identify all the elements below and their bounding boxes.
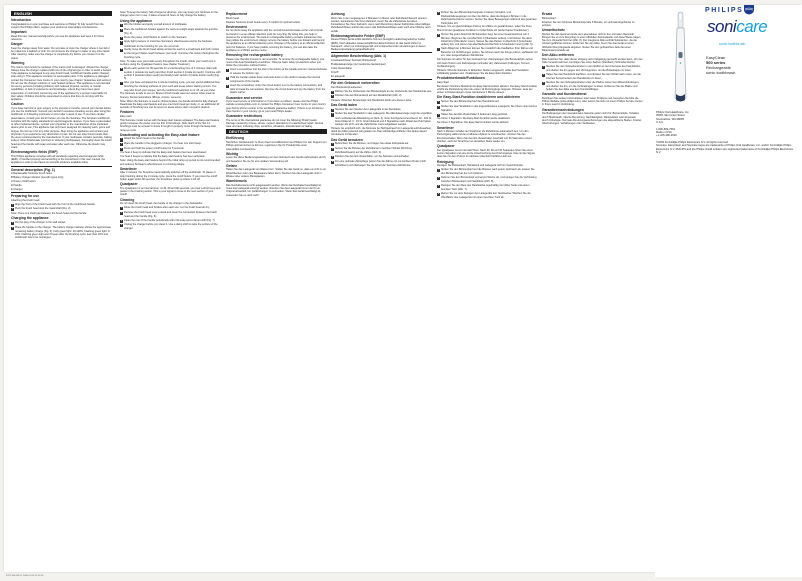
note: Hinweis: Zwischen Bürstenkopf und Handstück bleibt eine kleine Lücke. (331, 98, 412, 102)
step: 3 Halten Sie den Ein-/Ausschalter 5 Sekunden lang gedrückt. (438, 112, 508, 116)
paragraph: Halten Sie das Ladegerät von Wasser fern. Stellen Sie das Gerät so, dass es nicht in ein Waschbecken oder eine Badewanne fallen kann. Tauchen Sie das Ladegerät nicht in Wasser oder andere Flüssigkeiten. (226, 168, 326, 178)
step: 4 Apply light pressure to maximise Sonicare's effectiveness and let the Sonicare toothbrush do the brushing for you. Do not scrub. (121, 40, 213, 48)
step: 2 Push the brush head onto the metal shaft (Fig. 2). (12, 207, 72, 211)
address-line: U.S.A. (656, 121, 664, 125)
section-heading: Das Gerät laden (331, 103, 357, 108)
subheading: Attaching the brush head (11, 198, 40, 202)
section-heading: Das Gerät benutzen (331, 137, 363, 142)
subheading: Easy-start (120, 114, 132, 118)
subheading: Easy-Start (437, 80, 449, 84)
column-2 (120, 11, 221, 231)
step: 2 Setzen Sie die Borsten der Zahnbürste in leichtem Winkel (Richtung Zahnfleischsaum) auf die Zähne (Abb. 4). (332, 146, 412, 155)
address-line: Philips Oral Healthcare, Inc. (656, 111, 690, 114)
step: 7 After you have completed the 2-minute brushing cycle, you can spend additional time brushing the chewing surfaces of your teeth and areas where staining occurs. You may also brush your tongue, with the toothbrush switched on or off, as you prefer. (121, 81, 220, 92)
philips-sonicare-logo (705, 7, 800, 75)
section-heading: Important (11, 30, 27, 35)
step: 3 Drücken Sie den Ein-/Ausschalter, um die Sonicare einzuschalten. (332, 154, 410, 158)
paragraph: Do not clean the brush head, the handle or the charger in the dishwasher. (120, 202, 203, 206)
paragraph: Dieses Philips Gerät erfüllt sämtliche Normen bezüglich elektromagnetischer Felder (EMF). Nach aktuellen wissenschaftlichen Erkenntnissen ist das Gerät sicher im Gebrauch, sofern es ordnungsgemäß und entsprechend den Anweisungen in dieser Bedienungsanleitung gehandhabt wird. (331, 38, 426, 52)
paragraph: The Quadpacer is an interval timer. At 30, 60 and 90 seconds, you hear a short beep and pause in the brushing action. This is your signal to move to the next section of your mouth. (120, 186, 221, 197)
step: 3 Press and hold the power on/off button for 5 seconds. (121, 146, 185, 150)
step: 5 Führen Sie den Bürstenkopf langsam in kleinen Vorwärts- und Rückwärtsbewegungen so über die Zähne, dass die längeren Borsten in die Zahnzwischenräume reichen. Setzen Sie diese Bewegungen während des gesamten Putzzyklus fort. (438, 11, 537, 25)
note: Note: To make sure you brush evenly throughout the mouth, divide your mouth into 4 sections using the Quadpacer feature (see chapter 'Features'). (120, 59, 216, 66)
section-heading: Einführung (226, 136, 245, 141)
paragraph: The mains cord cannot be replaced. If the mains cord is damaged, discard the charger. Always have the charger replaced with one of the original type in order to avoid a hazard. If the appliance is damaged in any way (brush head, toothbrush handle and/or charger), stop using it. This appliance contains no serviceable parts. If the appliance is damaged, contact the Consumer Care Centre in your country (see chapter 'Guarantee and service'). Do not use the charger outdoors or near heated surfaces. This appliance is not intended for use by persons (including children) with reduced physical, sensory or mental capabilities, or lack of experience and knowledge, unless they have been given supervision or instruction concerning use of the appliance by a person responsible for their safety. Children should be supervised to ensure that they do not play with the appliance. (11, 65, 112, 102)
step: 2 Place the toothbrush bristles against the teeth at a slight angle towards the gumline (Fig. 4). (121, 27, 218, 35)
paragraph: Keep the charger away from water. Do not place or store the charger where it can fall or be pulled into a bathtub or sink. Do not immerse the charger in water or any other liquid. After cleaning, make sure the charger is completely dry before you connect it to the mains. (11, 46, 110, 60)
list-item: E Charger (11, 187, 23, 191)
address-line: Snoqualmie, WA 98065 (656, 117, 684, 121)
list-item: D Handle (11, 183, 22, 187)
section-heading: Elektromagnetische Felder (EMF) (331, 33, 385, 38)
note: Note: Using the Easy-start feature beyond the initial ramp-up period is not recommended and reduces Sonicare's effectiveness in removing plaque. (120, 159, 220, 166)
section-heading: Allgemeine Beschreibung (Abb. 1) (331, 54, 387, 59)
step: 4 Für eine optimale Zahnpflege putzen Sie die Zähne mit nur leichtem Druck (nicht schrubben) und überlassen Sie die Arbeit der Sonicare Zahnbürste. (332, 159, 426, 167)
column-3 (226, 11, 327, 198)
section-heading: Using the appliance (120, 18, 153, 23)
brand-main: soni (707, 17, 737, 36)
section-heading: Quadpacer (437, 144, 455, 149)
list-item: B Akkuladeanzeige (nur bestimmte Gerätetypen) (331, 62, 386, 66)
section-heading: Wichtig (226, 151, 239, 156)
section-heading: Warnhinweis (226, 179, 247, 184)
copyright: ©2009 Koninklijke Philips Electronics N.V. All rights reserved. (656, 140, 729, 144)
step: 1 Stecken Sie den Schraubendreher in den Schlitz an der Unterseite des Handstücks, und drehen Sie ihn gegen den Uhrzeigersinn, um die Bodenkappe zu lösen. (543, 64, 641, 72)
section-heading: Caution (11, 102, 24, 107)
step: 1 Stecken Sie den Stecker des Ladegeräts in die Steckdose. (332, 107, 402, 111)
manual-sheet (4, 5, 800, 572)
paragraph: The Sonicare is safe to use on: Braces (brush heads wear out sooner when used on braces). Dental restorations (fillings, crowns, veneers). (120, 92, 215, 99)
paragraph: Bitte beachten Sie, dass dieser Vorgang nicht rückgängig gemacht werden kann. Um den Akku herauszunehmen, benötigen Sie einen flachen (Standard-) Schraubendreher. (542, 57, 643, 64)
section-heading: Ersatz (542, 12, 553, 16)
phone-secondary: +1-425-396-2000 (656, 134, 677, 138)
step: 1 Spülen Sie den Bürstenkopf und die Borsten nach jedem Gebrauch ab. Lassen Sie den Bürstenkopf an der Luft trocknen. (438, 168, 535, 176)
step: 1 Richten Sie die Vorderseite des Bürstenkopfs an der Vorderseite des Handstücks aus. (332, 89, 432, 93)
step: 4 Unplug the charger before you clean it. Use a damp cloth to wipe the surface of the charger. (121, 223, 218, 231)
step: 2 Drücken Sie den Bürstenkopf auf den Metallschaft (Abb. 2). (332, 94, 403, 98)
step: 2 Place the handle in the plugged-in charger. You hear one short beep. (121, 142, 202, 146)
made-in: Made in USA (656, 131, 672, 135)
step: 1 Insert a screwdriver into the slot in the bottom of the handle and turn counterclockwise to release the bottom cap. (227, 68, 327, 76)
section-heading: Reinigung (437, 159, 454, 164)
paragraph: Die Sonicare ist sicher für den Gebrauch bei: Zahnspangen (die Bürstenköpfe nutzen sich beim Putzen von Zahnspangen schneller ab). Zahnersatz (Füllungen, Kronen, Verblendungen). (437, 58, 533, 68)
step: 3 Clean the rest of the handle periodically with mild soap and a damp cloth (Fig. 7). (121, 218, 216, 222)
list-item: A Austauschbarer Sonicare Bürstenkopf (331, 59, 377, 63)
step: 1 Befeuchten Sie die Borsten, und tragen Sie etwas Zahnpasta auf. (332, 142, 409, 146)
section-heading: Charging the appliance (11, 216, 49, 221)
paragraph: Lesen Sie diese Bedienungsanleitung vor dem Gebrauch des Geräts aufmerksam durch, und bewahren Sie sie für eine spätere Verwendung auf. (226, 156, 327, 163)
language-header-en: ENGLISH (11, 11, 112, 16)
column-1 (11, 11, 112, 240)
section-heading: Features (120, 110, 135, 115)
step: 1 Attach the brush head to the handle. (121, 137, 166, 141)
step: 3 Insert the screwdriver under the circuit board, next to the battery connections, and twist to break the connections. Remove the circuit board and pry the battery from the plastic carrier. (227, 84, 326, 95)
section-heading: Cleaning (120, 197, 135, 202)
list-item: C Ein-/Ausschalter (331, 66, 353, 70)
paragraph: Congratulations on your purchase and welcome to Philips! To fully benefit from the support that Philips offers, register your product at www.philips.com/welcome. (11, 22, 104, 30)
step: 2 Hold the handle upside down and push down on the shaft to release the internal components of the handle. (227, 76, 321, 84)
paragraph: Replace Sonicare brush heads every 3 months for optimal results. (226, 20, 301, 24)
step: 4 Ziehen Sie vor dem Reinigen des Ladegeräts den Netzstecker. Wischen Sie die Oberfläche des Ladegeräts mit einem feuchten Tuch ab. (438, 191, 531, 199)
step: 1 Rinse the brush head and bristles after each use. Let the brush head air dry. (121, 206, 210, 210)
step: 1 Put the plug of the charger in the wall socket. (12, 220, 66, 224)
step: 2 Stellen Sie das Handstück in das Ladegerät. Die Akkuladeanzeige zeigt die ungefähre noch verbleibende Akkuladung an (Abb. 3). Grün durchgehend leuchtend: 20 - 100 %. Grün blinkend: 0 - 19 %. Grün blinkend und 3 Signaltöne nach Ablauf des Putzzyklus: weniger als 10 % und die Zahnbürste muss aufgeladen werden. (332, 112, 432, 127)
list-item: E Ladegerät (331, 74, 345, 78)
step: 2 Halten Sie das Handstück kopfüber, und drücken Sie den Schaft nach unten, um die internen Komponenten des Handstücks zu lösen. (543, 72, 641, 80)
address-line: 35301 SE Center Street (656, 114, 685, 118)
section-heading: Quadpacer (120, 182, 138, 187)
paragraph: You hear 1 beep to indicate that the Easy-start feature has been deactivated. (120, 151, 207, 155)
paragraph: Read this user manual carefully before you use the appliance and save it for future reference. (11, 34, 105, 42)
section-heading: Gefahr (226, 163, 237, 168)
section-heading: Umweltschutz (542, 28, 565, 33)
trademark-notice: Sonicare, EasyClean and Sonicare logos are trademarks of Philips Oral Healthcare, Inc. and/or Koninklijke Philips Electronics N.V. PHILIPS and the Philips shield emblem are registered trademarks of Koninklijke Philips Electronics N.V. (656, 144, 794, 155)
paragraph: If you have had oral or gum surgery in the previous 2 months, consult your dentist before you use the toothbrush. Consult your dentist if excessive bleeding occurs after using this toothbrush or if bleeding continues to occur after 1 week of use. If you have cardiac pacemakers, consult your doctor before you use the Sonicare. The Sonicare toothbrush complies with the safety standards for electromagnetic devices. If you have a pacemaker or other implanted device, contact your physician or the manufacturer of the implanted device prior to use. This appliance has only been designed for cleaning teeth, gums and tongue. Do not use it for any other purpose. Stop using the appliance and contact your physician if you experience any discomfort or pain. Do not use other brush heads than the ones recommended by the manufacturer. If your toothpaste contains peroxide, baking soda or other bicarbonate (common in whitening toothpastes), thoroughly clean the brush head and the handle with soap and water after each use. Otherwise the plastic may crack. (11, 106, 112, 149)
philips-wordmark: PHILIPS (705, 7, 744, 14)
note: Hinweis: Um ein gleichmäßiges Putzen der Zähne zu gewährleisten, teilen Sie Ihren Mund mit der Quadpacer-Funktion in 4 Abschnitte ein (siehe Kapitel 'Funktionen'). (437, 25, 532, 32)
step: 1 Wet the bristles and apply a small amount of toothpaste. (121, 23, 188, 27)
paragraph: Ersetzen Sie den Sonicare Bürstenkopf alle 3 Monate, um optimale Ergebnisse zu erzielen. (542, 20, 635, 27)
product-line: Rechargeable (706, 65, 731, 70)
section-heading: Deactivating and activating the Easy-start feature (120, 132, 200, 137)
section-heading: Environment (226, 24, 247, 29)
step: 2 Place the handle on the charger. The battery charge indicator shows the approximate remaining battery charge (Fig. 3). Fully green light: 20-100%. Flashing green light: 0-19%. Flashing green light and 3 beeps after the brushing cycle: less than 10% and toothbrush has to be recharged. (12, 225, 111, 240)
paragraph: Benötigen Sie weitere Informationen oder treten Probleme auf, besuchen Sie bitte die Philips Website (www.philips.com), oder setzen Sie sich mit einem Philips Service-Center in Ihrem Land in Verbindung. (542, 96, 643, 107)
tagline: sonic toothbrush (719, 42, 746, 46)
contact-block (656, 111, 796, 154)
section-heading: Für den Gebrauch vorbereiten (331, 81, 380, 86)
product-block (706, 55, 735, 75)
product-name: EasyClean (706, 55, 726, 60)
paragraph: Die Bedingungen der internationalen Garantie gelten nicht für: Bürstenköpfe. Schäden durch Missbrauch, falsche Benutzung, Nachlässigkeit, Manipulation oder Reparatur durch Unbefugte. Normale Abnutzungserscheinungen wie abgesplitterte Stellen, Kratzer, Abschürfungen, Verfärbungen oder Verblassen. (542, 112, 642, 126)
note: Note: There is a small gap between the brush head and the handle. (11, 212, 87, 216)
section-heading: Preparing for use (11, 194, 40, 199)
step: 3 Reinigen Sie den Rest des Handstücks regelmäßig mit milder Seife und einem feuchten Tuch (Abb. 7). (438, 183, 530, 191)
paragraph: This Philips appliance complies with all standards regarding electromagnetic fields (EMF). If handled properly and according to the instructions in this user manual, the appliance is safe to use based on scientific evidence available today. (11, 154, 105, 165)
paragraph: Do not throw away the appliance with the normal household waste at the end of its life, but hand it in at an official collection point for recycling. By doing this, you help to preserve the environment. The built-in rechargeable battery contains substances that may pollute the environment. Always remove the battery before you discard and hand in the appliance at an official collection point. Dispose of the battery at an official collection point for batteries. If you have trouble removing the battery, you can also take the appliance to a Philips service centre. (226, 29, 325, 52)
section-heading: Garantieeinschränkungen (542, 107, 584, 112)
subheading: Brush head (226, 16, 240, 20)
note: Note: To keep the battery fully charged at all times, you may keep your Sonicare on the charger when not in use. It takes at least 24 hours to fully charge the battery. (120, 11, 218, 18)
section-heading: Smartimer (120, 166, 137, 171)
paragraph: Das Netzkabel kann nicht ausgetauscht werden. Wenn das Netzkabel beschädigt ist, muss das Ladegerät entsorgt werden. Ersetzen Sie das Ladegerät immer durch ein Original-Ersatzteil, um Gefährdungen zu vermeiden. Wenn das Gerät beschädigt ist, verwenden Sie es nicht mehr. (226, 183, 322, 197)
paragraph: Werfen Sie das Gerät am Ende der Lebensdauer nicht in den normalen Hausmüll. Bringen Sie es zum Recycling zu einer offiziellen Sammelstelle. Auf diese Weise tragen Sie zum Umweltschutz bei (Abb. 8). Der integrierte Akku enthält Substanzen, die die Umwelt gefährden können. Entfernen Sie den Akku, bevor Sie das Gerät an einer offiziellen Recyclingstelle abgeben. Geben Sie den gebrauchten Akku bei einer Batteriesammelstelle ab. (542, 32, 641, 52)
section-heading: General description (Fig. 1) (11, 167, 55, 172)
step: 7 Nach Ablauf der 2-Minuten können Sie zusätzlich die Kauflächen Ihrer Zähne und Bereiche mit Verfärbungen putzen. Sie können auch die Zunge putzen, wahlweise mit ein- oder ausgeschalteter Zahnbürste. (438, 47, 538, 58)
print-footer: 4222.100.0510.1 2006-07-05 12:21:03 (6, 575, 44, 577)
subheading: Den Bürstenkopf aufsetzen (331, 85, 362, 89)
paragraph: This Sonicare model comes with the Easy-start feature activated. The Easy-start feature gently increases the power over the first 14 brushings. Note: Each of the first 14 brushings must be at least 1 minute in length to properly move through the Easy-start ramp-up cycle. (120, 118, 220, 132)
divider (331, 52, 432, 53)
step: 5 Gently move the brush head slowly across the teeth in a small back and forth motion so the longer bristles reach between your teeth. Continue this motion throughout the brushing cycle. (121, 48, 220, 59)
list-item: C Power on/off button (11, 179, 36, 183)
paragraph: Sie hören 2 Signaltöne: Die Easy-Start-Funktion wurde aktiviert. (437, 121, 510, 125)
paragraph: Der Quadpacer ist ein Intervall-Timer. Nach 30, 60 und 90 Sekunden hören Sie einen kurzen Signalton und eine kurze Unterbrechung des Putzvorgangs. Dies ist das Signal, dass Sie mit dem Putzen im nächsten Abschnitt fortfahren können. (437, 148, 536, 159)
column-5 (437, 11, 538, 200)
paragraph: After 2 minutes, the Smartimer automatically switches off the toothbrush. To pause or stop brushing during the 2-minute cycle, press the on/off button. If you press the on/off button again within 30 seconds, the Smartimer picks up where it left off. (120, 171, 218, 181)
section-heading: Smartimer (437, 125, 454, 130)
section-heading: Die Easy-Start-Funktion deaktivieren und aktivieren (437, 95, 521, 100)
section-heading: Den Akku entfernen (542, 53, 574, 58)
section-heading: Produktmerkmale/Funktionen (437, 76, 485, 81)
section-heading: Removing the rechargeable battery (226, 53, 283, 58)
section-heading: Achtung (331, 12, 345, 16)
list-item: A Replaceable Sonicare brush head (11, 172, 52, 176)
column-4 (331, 11, 432, 168)
step: 2 Stellen Sie das Handstück in das angeschlossene Ladegerät. Sie hören einen kurzen Signalton. (438, 104, 538, 112)
step: 3 Press the power on/off button to switch on the Sonicare. (121, 35, 188, 39)
paragraph: Sie hören 1 Signalton: Die Easy-Start-Funktion wurde deaktiviert. (437, 117, 511, 121)
brand-panel (655, 5, 802, 577)
step: 3 Stecken Sie den Schraubendreher unter die Platine neben den Akkuverbindungen, und drehen Sie ihn, um die Verbindungen zu lösen. Entfernen Sie die Platine und hebeln Sie den Akku aus dem Kunststoffträger. (543, 80, 640, 92)
column-6 (542, 11, 643, 126)
section-heading: Replacement (226, 12, 248, 16)
step: 2 Nehmen Sie den Bürstenkopf einmal pro Woche ab, und reinigen Sie die Verbindung zwischen Bürstenkopf und Handstück (Abb. 6). (438, 175, 537, 184)
paragraph: Nach 2 Minuten schaltet der Smartimer die Zahnbürste automatisch aus. Um den Putzvorgang während des 2-Minuten-Zyklus zu unterbrechen, drücken Sie den Ein-/Ausschalter. Wenn Sie den Ein-/Ausschalter innerhalb von 30 Sekunden erneut drücken, setzt der Smartimer an derselben Stelle wieder ein. (437, 130, 532, 143)
paragraph: The terms of the international guarantee do not cover the following: Brush heads. Damage caused by misuse, abuse, neglect, alterations or unauthorised repair. Normal wear and tear, including chips, scratches, abrasions, discolouration or fading. (226, 118, 323, 129)
paragraph: You hear 2 beeps to indicate that the Easy-start feature has been activated. (120, 155, 205, 159)
section-heading: Danger (11, 42, 23, 47)
subheading: Bürstenkopf (542, 16, 556, 20)
paragraph: Please note that this process is not reversible. To remove the rechargeable battery, you need a flat-head (standard) screwdriver. Observe basic safety precautions when you follow the procedure outlined below. (226, 57, 325, 68)
step: 2 Remove the brush head once a week and clean the connection between the brush head and the handle (Fig. 6). (121, 210, 217, 218)
product-series: 500 series (706, 60, 726, 65)
step: 1 Setzen Sie den Bürstenkopf auf das Handstück auf. (438, 100, 500, 104)
paragraph: Reinigen Sie Bürstenkopf, Handstück und Ladegerät nicht im Geschirrspüler. (437, 164, 524, 168)
language-header-de: DEUTSCH (226, 129, 327, 134)
divider (11, 166, 112, 167)
philips-shield-icon (743, 4, 755, 15)
paragraph: If you need service or information or if you have a problem, please visit the Philips website at www.philips.com or contact the Philips Consumer Care Centre in your country (you find its phone number in the worldwide guarantee leaflet). If there is no Consumer Care Centre in your country, go to your local Philips dealer. (226, 100, 326, 113)
toothbrush-image (663, 10, 701, 105)
section-heading: Introduction (11, 18, 31, 23)
list-item: B Battery charge indicator (specific types only) (11, 176, 64, 180)
section-heading: Guarantee restrictions (226, 114, 263, 119)
divider (11, 192, 112, 193)
step: 6 Putzen Sie jeden Abschnitt 30 Sekunden lang; bei einer Gesamtputzzeit von 2 Minuten. Beginnen Sie mit Abschnitt 1 (Oberkiefer außen), und bürsten Sie dann Abschnitt 2 (Oberkiefer innen). Setzen Sie das Putzen in Abschnitt 3 (Unterkiefer außen) fort, und putzen Sie abschließend Abschnitt 4 (Unterkiefer innen) (Abb. 5). (438, 32, 534, 47)
section-heading: Electromagnetic fields (EMF) (11, 150, 58, 155)
paragraph: Herzlichen Glückwunsch zu Ihrem Kauf und willkommen bei Philips! Um den Support von Philips optimal nutzen zu können, registrieren Sie Ihr Produkt bitte unter www.philips.com/welcome. (226, 141, 327, 151)
paragraph: Bei diesem Sonicare Modell ist die Easy-Start-Funktion aktiviert. Die Easy-Start-Funktion erhöht die Putzleistung über die ersten 14 Putzvorgänge langsam. Hinweis: Jede der ersten 14 Anwendungen muss mindestens 1 Minute dauern. (437, 84, 538, 95)
brand-accent: care (736, 17, 768, 36)
product-line: sonic toothbrush (706, 70, 736, 75)
section-heading: Guarantee and service (226, 95, 263, 100)
note: Note: When the Sonicare is used in clinical studies, the handle should be fully charged. Deactivate the Easy-start feature and use one brush head per study, or, an additional 10 seconds of brushing time can be spent on areas where stain removal is desired. (120, 99, 220, 110)
step: 6 Brush each section for 30 seconds for a total brushing time of 2 minutes. Start with section 1 (outside top teeth) and then brush section 2 (inside top teeth). Continue with section 3 (outside bottom teeth) and finally brush section 4 (inside bottom teeth) (Fig. 5). (121, 66, 221, 81)
divider (331, 79, 432, 80)
note: Hinweis: Es empfiehlt sich, die Sonicare bei Nichtgebrauch im Ladegerät aufzubewahren, damit der Akku jederzeit voll geladen ist. Das vollständige Aufladen des Akkus dauert mindestens 24 Stunden. (331, 126, 432, 137)
step: 1 Align the front of the brush head with the front of the toothbrush handle. (12, 202, 96, 206)
section-heading: Garantie und Kundendienst (542, 92, 587, 97)
section-heading: Warning (11, 60, 25, 65)
list-item: D Griff (331, 70, 339, 74)
paragraph: Wenn Sie in den vergangenen 2 Monaten im Mund- oder Zahnfleischbereich operiert wurden, konsultieren Sie Ihren Zahnarzt, bevor Sie die Zahnbürste benutzen. Konsultieren Sie Ihren Zahnarzt, wenn nach Benutzung dieser Zahnbürste übermäßiges Zahnfleischbluten auftritt oder wenn das Zahnfleischbluten auch nach einer Woche noch anhält. (331, 16, 431, 33)
phone: 1-800-682-7664 (656, 127, 676, 131)
sonicare-wordmark (707, 17, 767, 37)
note: Hinweis: Wird die Sonicare in klinischen Studien eingesetzt, sollte das Handstück vollständig geladen sein. Deaktivieren Sie die Easy-Start-Funktion. (437, 68, 529, 75)
